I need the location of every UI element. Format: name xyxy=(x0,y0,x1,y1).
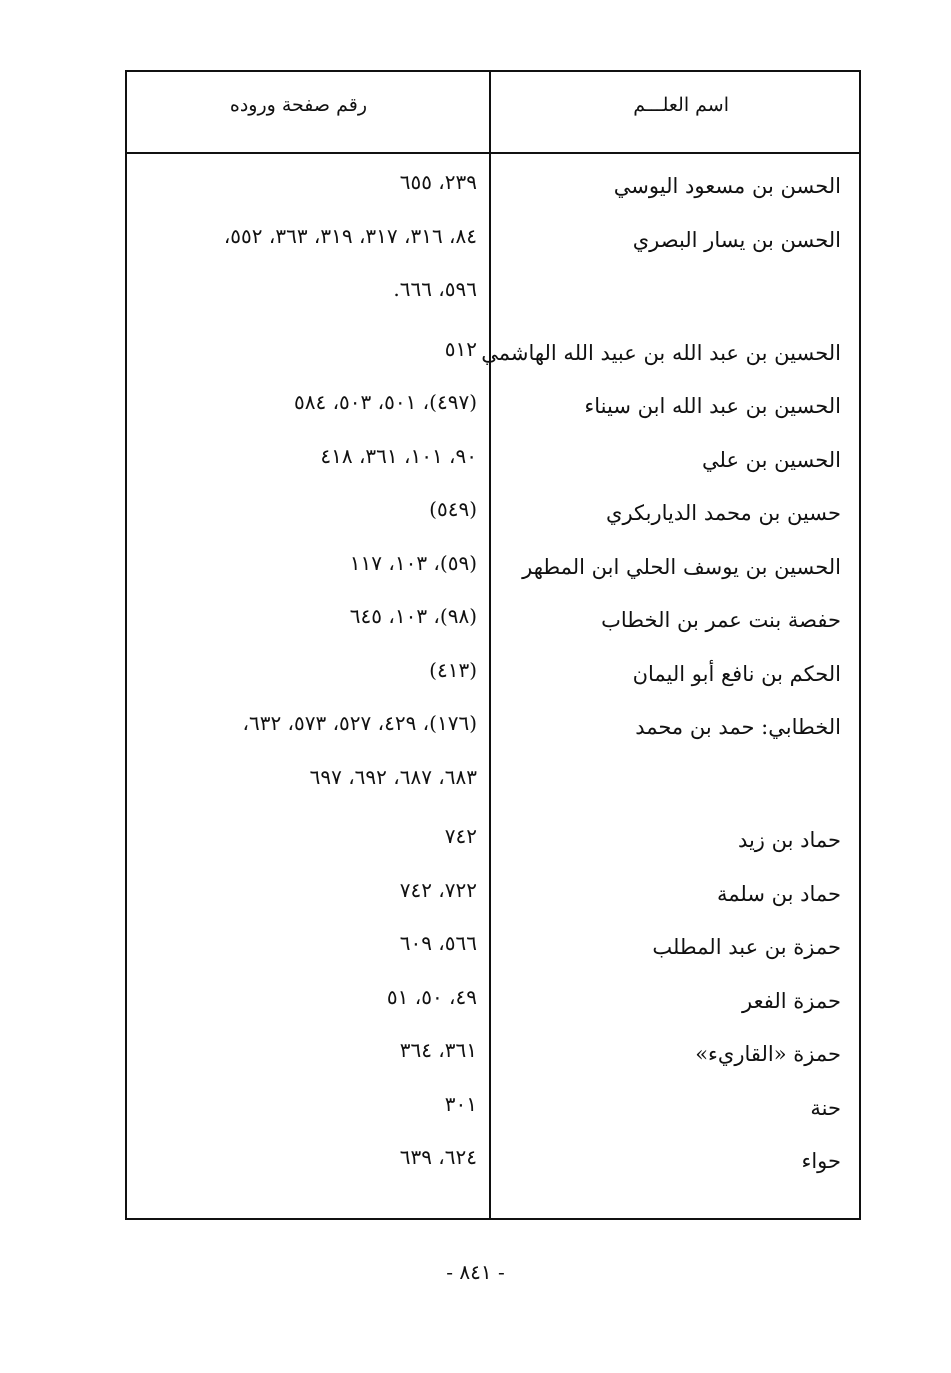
entry-pages: ٦٢٤، ٦٣٩ xyxy=(399,1145,477,1169)
entry-pages: ٣٠١ xyxy=(444,1091,477,1116)
entry-pages: (٤٩٧)، ٥٠١، ٥٠٣، ٥٨٤ xyxy=(294,390,477,414)
entry-pages: ٥٩٦، ٦٦٦. xyxy=(393,277,477,301)
entry-name: حماد بن زيد xyxy=(737,828,841,852)
entry-name: حسين بن محمد الدياربكري xyxy=(606,501,841,525)
entry-name: الحسن بن يسار البصري xyxy=(632,227,841,252)
entry-pages: ٣٦١، ٣٦٤ xyxy=(399,1038,477,1062)
entry-pages: ٩٠، ١٠١، ٣٦١، ٤١٨ xyxy=(320,443,477,468)
entry-name: حفصة بنت عمر بن الخطاب xyxy=(601,608,841,632)
entry-name: حمزة «القاريء» xyxy=(695,1042,841,1066)
entry-name: الحسين بن يوسف الحلي ابن المطهر xyxy=(522,554,841,579)
entry-name: حنة xyxy=(810,1095,841,1120)
entry-name: الخطابي: حمد بن محمد xyxy=(635,715,841,739)
entry-pages: (٤١٣) xyxy=(429,657,477,682)
entry-pages: ٨٤، ٣١٦، ٣١٧، ٣١٩، ٣٦٣، ٥٥٢، xyxy=(223,223,477,248)
index-table xyxy=(125,70,861,1220)
entry-pages: ٧٤٢ xyxy=(444,824,477,848)
entry-name: الحسين بن عبد الله ابن سيناء xyxy=(584,394,841,418)
entry-pages: (٥٤٩) xyxy=(429,497,477,521)
header-rule xyxy=(127,152,859,154)
entry-name: الحسين بن عبد الله بن عبيد الله الهاشمي xyxy=(481,340,841,365)
entry-name: حمزة الفعر xyxy=(742,988,841,1013)
entry-name: الحسن بن مسعود اليوسي xyxy=(613,174,841,198)
entry-name: حمزة بن عبد المطلب xyxy=(652,935,841,959)
entry-pages: ٤٩، ٥٠، ٥١ xyxy=(386,984,477,1009)
entry-pages: ٢٣٩، ٦٥٥ xyxy=(399,170,477,194)
entry-pages: ٦٨٣، ٦٨٧، ٦٩٢، ٦٩٧ xyxy=(309,764,477,789)
entry-pages: ٥٦٦، ٦٠٩ xyxy=(399,931,477,955)
entry-pages: ٧٢٢، ٧٤٢ xyxy=(399,877,477,902)
entry-pages: (١٧٦)، ٤٢٩، ٥٢٧، ٥٧٣، ٦٣٢، xyxy=(242,711,477,735)
entry-name: حواء xyxy=(801,1149,841,1173)
entry-name: الحكم بن نافع أبو اليمان xyxy=(632,661,841,686)
entry-name: حماد بن سلمة xyxy=(716,881,841,906)
entry-name: الحسين بن علي xyxy=(701,447,841,472)
entry-pages: (٩٨)، ١٠٣، ٦٤٥ xyxy=(349,604,477,628)
header-pages: رقم صفحة وروده xyxy=(229,94,367,116)
header-name: اسم العلـــم xyxy=(633,94,729,116)
entry-pages: ٥١٢ xyxy=(444,336,477,361)
entry-pages: (٥٩)، ١٠٣، ١١٧ xyxy=(349,550,477,575)
column-divider xyxy=(489,72,491,1218)
page-number: - ٨٤١ - xyxy=(446,1260,505,1284)
